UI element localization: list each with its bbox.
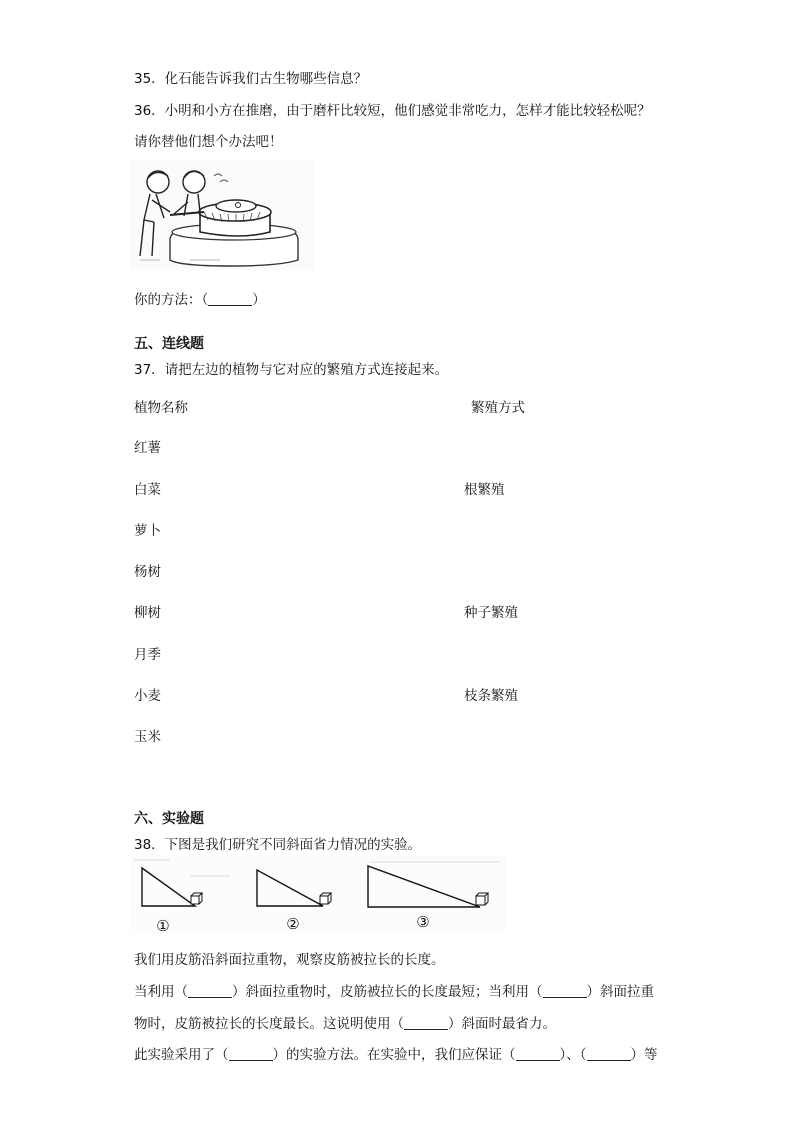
section-6-title: 六、实验题: [134, 811, 204, 827]
plant-item[interactable]: 红薯: [134, 440, 161, 456]
text-span: ）斜面拉重物时，皮筋被拉长的长度最短；当利用（: [232, 984, 543, 1000]
question-38-para2: [134, 980, 654, 1000]
answer-blank-control-2[interactable]: [587, 1047, 631, 1061]
question-38-para4: [134, 1043, 658, 1063]
plant-item[interactable]: 萝卜: [134, 523, 161, 539]
text-span: 物时，皮筋被拉长的长度最长。这说明使用（: [134, 1016, 404, 1032]
answer-blank-least-force[interactable]: [404, 1016, 448, 1030]
question-37: 37．请把左边的植物与它对应的繁殖方式连接起来。: [134, 362, 449, 378]
text-span: ）的实验方法。在实验中，我们应保证（: [272, 1047, 516, 1063]
plant-item[interactable]: 玉米: [134, 729, 161, 745]
text-span: ）斜面时最省力。: [448, 1016, 556, 1032]
plant-item[interactable]: 月季: [134, 647, 161, 663]
figure-label: ③: [416, 913, 430, 931]
section-5-title: 五、连线题: [134, 336, 204, 352]
figure-label: ①: [156, 917, 170, 934]
question-38-para3: [134, 1012, 556, 1032]
answer-blank-shortest[interactable]: [188, 984, 232, 998]
plant-item[interactable]: 柳树: [134, 605, 161, 621]
text-span: ）、（: [559, 1047, 587, 1063]
question-36-line2: 请你替他们想个办法吧！: [134, 134, 283, 150]
answer-blank-method[interactable]: [229, 1047, 273, 1061]
millstone-illustration: [130, 160, 314, 270]
question-36-answer: [134, 288, 266, 308]
figure-label: ②: [286, 915, 300, 933]
plant-item[interactable]: 杨树: [134, 564, 161, 580]
question-36-line1: 36．小明和小方在推磨，由于磨杆比较短，他们感觉非常吃力，怎样才能比较轻松呢？: [134, 103, 651, 119]
plant-item[interactable]: 白菜: [134, 482, 161, 498]
plant-name-header: 植物名称: [134, 400, 188, 416]
question-35: 35．化石能告诉我们古生物哪些信息？: [134, 71, 368, 87]
reproduction-method-header: 繁殖方式: [471, 400, 525, 416]
method-item[interactable]: 枝条繁殖: [464, 688, 518, 704]
text-span: ）斜面拉重: [586, 984, 654, 1000]
plant-item[interactable]: 小麦: [134, 688, 161, 704]
question-38: 38．下图是我们研究不同斜面省力情况的实验。: [134, 837, 422, 853]
answer-blank-control-1[interactable]: [516, 1047, 560, 1061]
answer-suffix: ）: [252, 292, 266, 308]
method-item[interactable]: 种子繁殖: [464, 605, 518, 621]
method-answer-blank[interactable]: [208, 292, 252, 306]
answer-blank-longest[interactable]: [543, 984, 587, 998]
answer-prefix: 你的方法：（: [134, 292, 209, 308]
inclined-plane-figure: [130, 856, 506, 934]
text-span: 此实验采用了（: [134, 1047, 229, 1063]
text-span: ）等: [630, 1047, 658, 1063]
question-38-para1: 我们用皮筋沿斜面拉重物，观察皮筋被拉长的长度。: [134, 952, 445, 968]
method-item[interactable]: 根繁殖: [464, 482, 505, 498]
text-span: 当利用（: [134, 984, 188, 1000]
